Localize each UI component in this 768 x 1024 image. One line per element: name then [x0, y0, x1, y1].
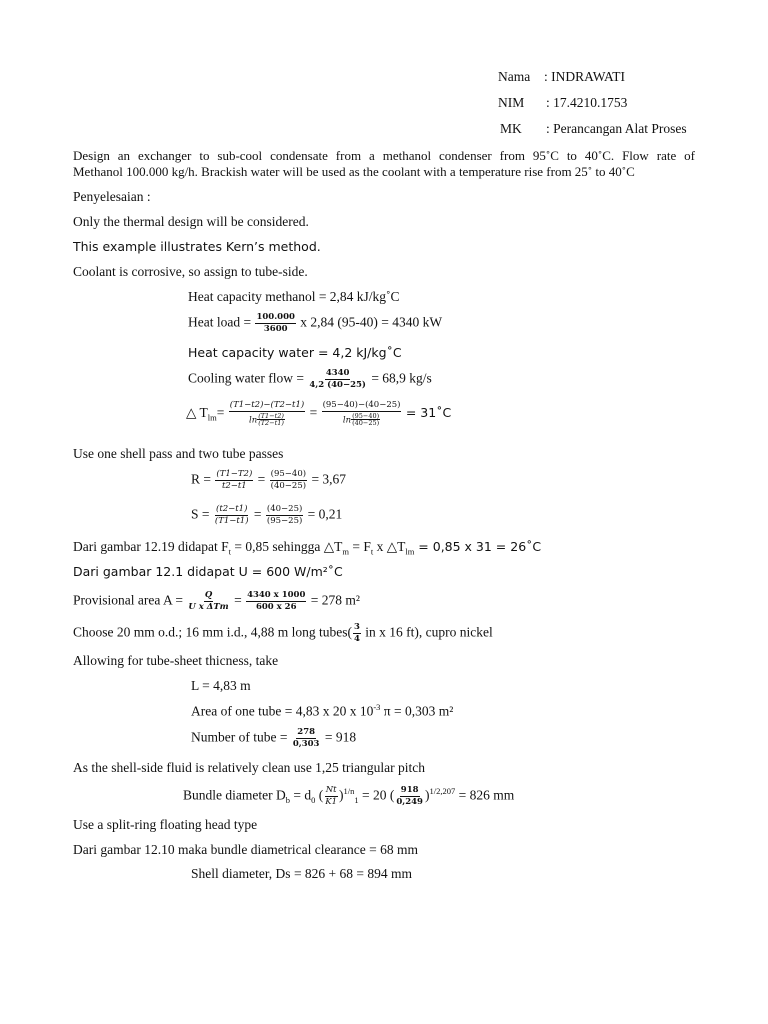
- header-nim: [498, 95, 627, 111]
- nim-label: NIM: [498, 95, 525, 110]
- correction-factor-line: Dari gambar 12.19 didapat $F_t = 0,85$ sehingga $\triangle T_m = F_t$ x $\triangle T_{lm} = 0,85$ x 31 = 26˚C: [73, 539, 542, 557]
- r-equation: R = $\frac{(T1-T2)}{t2-t1}$ = $\frac{(95-40)}{(40-25)}$ = 3,67: [191, 469, 347, 491]
- cooling-water-fraction: $\frac{4340}{4,2 (40-25)}$: [309, 368, 366, 390]
- tube-selection-line: Choose 20 mm o.d.; 16 mm i.d., 4,88 m long tubes( $\frac{3}{4}$ in x 16 ft), cupro nickel: [73, 622, 493, 644]
- heat-load-equation: Heat load = $\frac{100.000}{3600}$ x 2,84 (95-40) = 4340 kW: [188, 312, 443, 334]
- shell-diameter-line: Shell diameter, Ds = 826 + 68 = 894 mm: [191, 866, 413, 881]
- header-mk: [500, 121, 687, 137]
- nama-label: Nama: [498, 69, 531, 84]
- thermal-design-note: Only the thermal design will be considered.: [73, 214, 309, 229]
- number-of-tubes-equation: Number of tube = $\frac{278}{0,303}$ = 918: [191, 727, 357, 749]
- pass-configuration: Use one shell pass and two tube passes: [73, 446, 284, 461]
- clearance-line: Dari gambar 12.10 maka bundle diametrical clearance = 68 mm: [73, 842, 418, 857]
- penyelesaian-label: Penyelesaian :: [73, 189, 151, 204]
- lmtd-fraction-numeric: (95−40)−(40−25) ln $\frac{(95-40)}{(40-25)}$: [322, 400, 401, 428]
- tube-length: L = 4,83 m: [191, 678, 251, 693]
- header-nama: [498, 69, 625, 85]
- heat-capacity-methanol: Heat capacity methanol = 2,84 kJ/kg˚C: [188, 289, 400, 304]
- heat-capacity-water: Heat capacity water = 4,2 kJ/kg˚C: [188, 345, 402, 360]
- kern-method-note: This example illustrates Kern’s method.: [73, 239, 321, 254]
- floating-head-note: Use a split-ring floating head type: [73, 817, 258, 832]
- mk-value: : Perancangan Alat Proses: [546, 121, 687, 136]
- provisional-area-equation: Provisional area A = $\frac{Q}{\text{U x ΔTm}}$ = $\frac{4340 x 1000}{600 x 26}$ = 278 m²: [73, 590, 360, 612]
- s-equation: S = $\frac{(t2-t1)}{(T1-t1)}$ = $\frac{(40-25)}{(95-25)}$ = 0,21: [191, 504, 343, 526]
- problem-line-2: Methanol 100.000 kg/h. Brackish water will be used as the coolant with a temperature rise from 25˚ to 40˚C: [73, 164, 635, 179]
- cooling-water-flow-equation: Cooling water flow = $\frac{4340}{4,2 (40-25)}$ = 68,9 kg/s: [188, 368, 432, 390]
- overall-coefficient-line: Dari gambar 12.1 didapat U = 600 W/m²˚C: [73, 564, 343, 579]
- tube-sheet-note: Allowing for tube-sheet thicness, take: [73, 653, 279, 668]
- nim-value: : 17.4210.1753: [546, 95, 628, 110]
- nama-value: : INDRAWATI: [544, 69, 626, 84]
- coolant-note: Coolant is corrosive, so assign to tube-side.: [73, 264, 308, 279]
- lmtd-fraction-symbolic: (T1−t2)−(T2−t1) ln $\frac{(T1-t2)}{(T2-t1)}$: [229, 400, 305, 428]
- lmtd-equation: △ $T_{lm}=$ (T1−t2)−(T2−t1) ln $\frac{(T1-t2)}{(T2-t1)}$ = (95−40)−(40−25) ln $\frac{(95-40)}{(40-25)}$ = 31˚C: [186, 400, 452, 428]
- heat-load-fraction: $\frac{100.000}{3600}$: [256, 312, 295, 334]
- mk-label: MK: [500, 121, 522, 136]
- pitch-note: As the shell-side fluid is relatively clean use 1,25 triangular pitch: [73, 760, 426, 775]
- problem-line-1: Design an exchanger to sub-cool condensate from a methanol condenser from 95˚C to 40˚C. Flow rate of: [73, 148, 695, 163]
- area-one-tube: Area of one tube = 4,83 x 20 x $10^{-3}$ π = 0,303 m²: [191, 702, 454, 719]
- bundle-diameter-equation: Bundle diameter $D_b = d_0$ ( $\frac{Nt}{K1}$ )$^{1/n}_1$ = 20 ( $\frac{918}{0,249}$ )$^{1/2,207}$ = 826 mm: [183, 785, 515, 807]
